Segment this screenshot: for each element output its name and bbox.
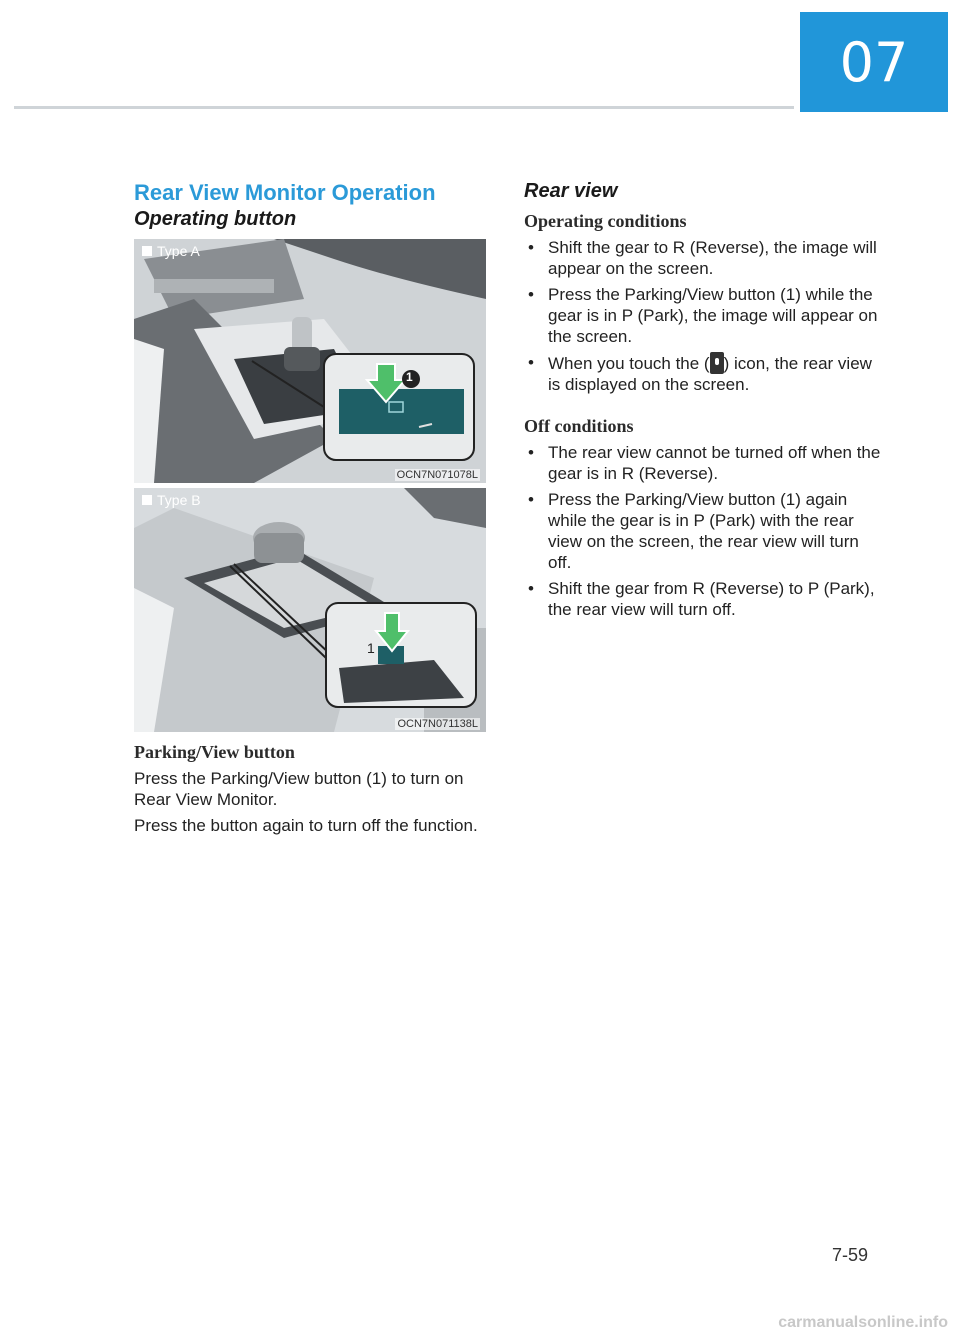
figure-type-a bbox=[134, 239, 486, 483]
paragraph-turn-off: Press the button again to turn off the function. bbox=[134, 816, 478, 835]
header-rule bbox=[14, 106, 794, 109]
figure-type-b bbox=[134, 488, 486, 732]
off-conditions-list bbox=[524, 442, 884, 625]
operating-button-subtitle: Operating button bbox=[134, 208, 297, 230]
console-illustration-b bbox=[134, 488, 486, 732]
watermark: carmanualsonline.info bbox=[778, 1314, 948, 1331]
camera-view-icon bbox=[710, 352, 724, 374]
callout-number-a: 1 bbox=[406, 370, 413, 384]
list-item: • Shift the gear from R (Reverse) to P (Park), the rear view will turn off. bbox=[524, 578, 884, 620]
type-b-label: Type B bbox=[142, 492, 201, 508]
list-item: • Shift the gear to R (Reverse), the image will appear on the screen. bbox=[524, 237, 884, 279]
figure-code-a: OCN7N071078L bbox=[396, 469, 478, 481]
type-a-label: Type A bbox=[142, 243, 200, 259]
list-item: • Press the Parking/View button (1) again while the gear is in P (Park) with the rear view on the screen, the rear view will turn off. bbox=[524, 489, 884, 573]
section-title: Rear View Monitor Operation bbox=[134, 180, 436, 205]
parking-view-heading: Parking/View button bbox=[134, 742, 295, 762]
figure-code-b: OCN7N071138L bbox=[397, 718, 478, 730]
chapter-tab: 07 bbox=[800, 12, 948, 112]
rear-view-title: Rear view bbox=[524, 180, 618, 202]
off-conditions-heading: Off conditions bbox=[524, 416, 634, 436]
list-item: • Press the Parking/View button (1) while the gear is in P (Park), the image will appear on the screen. bbox=[524, 284, 884, 347]
page-number: 7-59 bbox=[831, 1245, 868, 1265]
operating-conditions-heading: Operating conditions bbox=[524, 211, 687, 231]
list-item: • The rear view cannot be turned off when the gear is in R (Reverse). bbox=[524, 442, 884, 484]
paragraph-turn-on: Press the Parking/View button (1) to turn on Rear View Monitor. bbox=[134, 769, 464, 809]
console-illustration-a bbox=[134, 239, 486, 483]
callout-number-b: 1 bbox=[367, 640, 375, 656]
operating-conditions-list bbox=[524, 237, 884, 400]
list-item: • When you touch the ( ) icon, the rear view is displayed on the screen. bbox=[524, 352, 884, 395]
